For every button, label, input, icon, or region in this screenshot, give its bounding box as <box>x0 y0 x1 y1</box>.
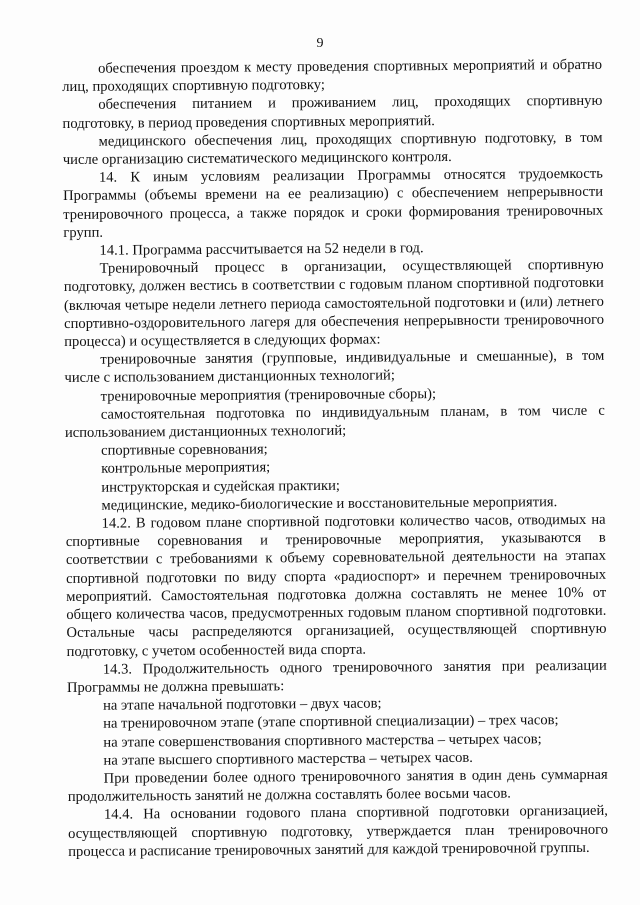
paragraph-section-14-1: 14.1. Программа рассчитывается на 52 недели в год. <box>99 240 424 259</box>
form-item-instructor-practice: инструкторская и судейская практики; <box>101 477 340 496</box>
paragraph-medical: медицинского обеспечения лиц, проходящих спортивную подготовку, в том числе организацию систематического медицинского контроля. <box>62 129 603 169</box>
duration-item-training-stage: на тренировочном этапе (этапе спортивной специализации) – трех часов; <box>103 712 559 733</box>
form-item-medical-events: медицинские, медико-биологические и восстановительные мероприятия. <box>101 493 558 514</box>
paragraph-section-14: 14. К иным условиям реализации Программы относятся трудоемкость Программы (объемы времени на ее реализацию) с обеспечением непрерывности тренировочного процесса, а также порядок и сроки формирования тренировочных групп. <box>63 165 604 241</box>
paragraph-section-14-2: 14.2. В годовом плане спортивной подготовки количество часов, отводимых на спортивные соревнования и тренировочные мероприятия, указываются в соответствии с требованиями к объему соревновательной деятельности на этапах спортивной подготовки по виду спорта «радиоспорт» и перечнем тренировочных мероприятий. Самостоятельная подготовка должна составлять не менее 10% от общего количества часов, предусмотренных годовым планом спортивной подготовки. Остальные часы распределяются организацией, осуществляющей спортивную подготовку, с учетом особенностей вида спорта. <box>65 511 607 660</box>
page-number: 9 <box>316 36 324 51</box>
document-body <box>62 56 608 861</box>
form-item-training-sessions: тренировочные занятия (групповые, индивидуальные и смешанные), в том числе с использованием дистанционных технологий; <box>64 347 605 387</box>
form-item-control-events: контрольные мероприятия; <box>101 459 271 478</box>
paragraph-section-14-4: 14.4. На основании годового плана спортивной подготовки организацией, осуществляющей спортивную подготовку, утверждается план тренировочного процесса и расписание тренировочных занятий для каждой тренировочной группы. <box>68 803 609 860</box>
paragraph-section-14-3: 14.3. Продолжительность одного тренировочного занятия при реализации Программы не должна превышать: <box>66 657 607 696</box>
form-item-self-training: самостоятельная подготовка по индивидуальным планам, в том числе с использованием дистанционных технологий; <box>64 402 605 442</box>
duration-item-highest-mastery: на этапе высшего спортивного мастерства – четырех часов. <box>103 749 473 769</box>
form-item-competitions: спортивные соревнования; <box>101 441 268 459</box>
paragraph-food-lodging: обеспечения питанием и проживанием лиц, проходящих спортивную подготовку, в период проведения спортивных мероприятий. <box>62 93 603 132</box>
paragraph-training-process: Тренировочный процесс в организации, осуществляющей спортивную подготовку, должен вестись в соответствии с годовым планом спортивной подготовки (включая четыре недели летнего периода самостоятельной подготовки и (или) летнего спортивно-оздоровительного лагеря для обеспечения непрерывности тренировочного процесса) и осуществляется в следующих формах: <box>63 256 605 351</box>
paragraph-transport: обеспечения проездом к месту проведения спортивных мероприятий и обратно лиц, проходящих спортивную подготовку; <box>62 56 603 96</box>
duration-item-initial: на этапе начальной подготовки – двух часов; <box>103 695 382 714</box>
paragraph-daily-limit: При проведении более одного тренировочного занятия в один день суммарная продолжительность занятий не должна составлять более восьми часов. <box>67 766 608 806</box>
form-item-training-camps: тренировочные мероприятия (тренировочные сборы); <box>100 385 437 405</box>
duration-item-improvement: на этапе совершенствования спортивного мастерства – четырех часов; <box>103 730 542 751</box>
